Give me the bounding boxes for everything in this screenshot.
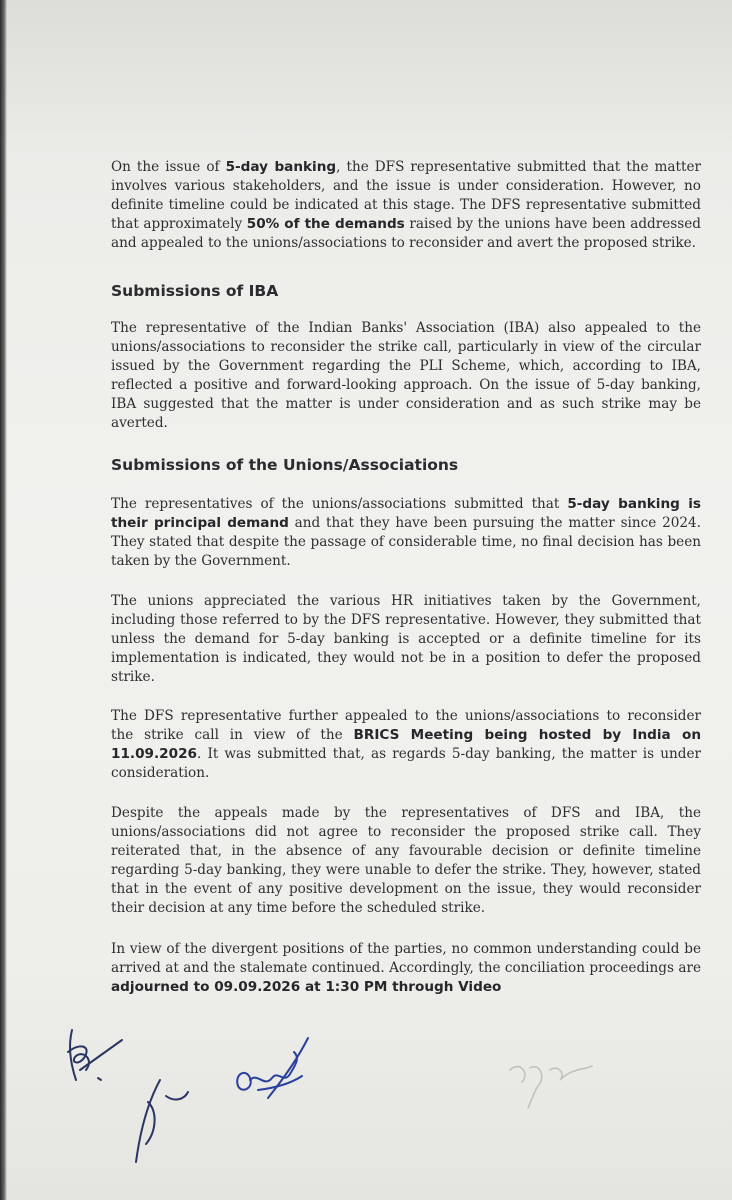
heading-submissions-iba: Submissions of IBA [111,282,279,300]
paragraph-adjourned: In view of the divergent positions of the parties, no common understanding could be arrived at and the stalemate continued. Accordingly, the conciliation proceedings are adjourned to 09.09.2026 at 1:30 PM through Video [111,941,701,995]
signature-area [0,1010,732,1200]
paragraph-unions-hr-initiatives: The unions appreciated the various HR initiatives taken by the Government, including those referred to by the DFS representative. However, they submitted that unless the demand for 5-day banking is accepted or a definite timeline for its implementation is indicated, they would not be in a position to defer the proposed strike. [111,593,701,685]
bold-principal-demand: 5-day banking is their principal demand [111,496,701,531]
bold-adjourned-date: adjourned to 09.09.2026 at 1:30 PM through Video [111,979,502,995]
paragraph-iba: The representative of the Indian Banks' Association (IBA) also appealed to the unions/associations to reconsider the strike call, particularly in view of the circular issued by the Government regarding the PLI Scheme, which, according to IBA, reflected a positive and forward-looking approach. On the issue of 5-day banking, IBA suggested that the matter is under consideration and as such strike may be averted. [111,320,701,431]
document-body [111,158,701,997]
signature-3 [228,1028,318,1108]
signature-4-faint [500,1040,600,1110]
bold-brics-meeting: BRICS Meeting being hosted by India on 11.09.2026 [111,727,701,762]
heading-submissions-unions: Submissions of the Unions/Associations [111,456,459,474]
paragraph-unions-principal-demand: The representatives of the unions/associations submitted that 5-day banking is their principal demand and that they have been pursuing the matter since 2024. They stated that despite the passage of considerable time, no final decision has been taken by the Government. [111,496,702,569]
signature-2 [118,1072,198,1172]
paragraph-5day-banking: On the issue of 5-day banking, the DFS representative submitted that the matter involves various stakeholders, and the issue is under consideration. However, no definite timeline could be indicated at this stage. The DFS representative submitted that approximately 50% of the demands raised by the unions have been addressed and appealed to the unions/associations to reconsider and avert the proposed strike. [111,159,702,251]
bold-5day-banking: 5-day banking [225,159,337,175]
paragraph-appeals-declined: Despite the appeals made by the representatives of DFS and IBA, the unions/associations did not agree to reconsider the proposed strike call. They reiterated that, in the absence of any favourable decision or definite timeline regarding 5-day banking, they were unable to defer the strike. They, however, stated that in the event of any positive development on the issue, they would reconsider their decision at any time before the scheduled strike. [111,805,701,916]
bold-50-percent: 50% of the demands [246,216,405,232]
paragraph-brics-meeting: The DFS representative further appealed to the unions/associations to reconsider the strike call in view of the BRICS Meeting being hosted by India on 11.09.2026. It was submitted that, as regards 5-day banking, the matter is under consideration. [111,708,701,781]
